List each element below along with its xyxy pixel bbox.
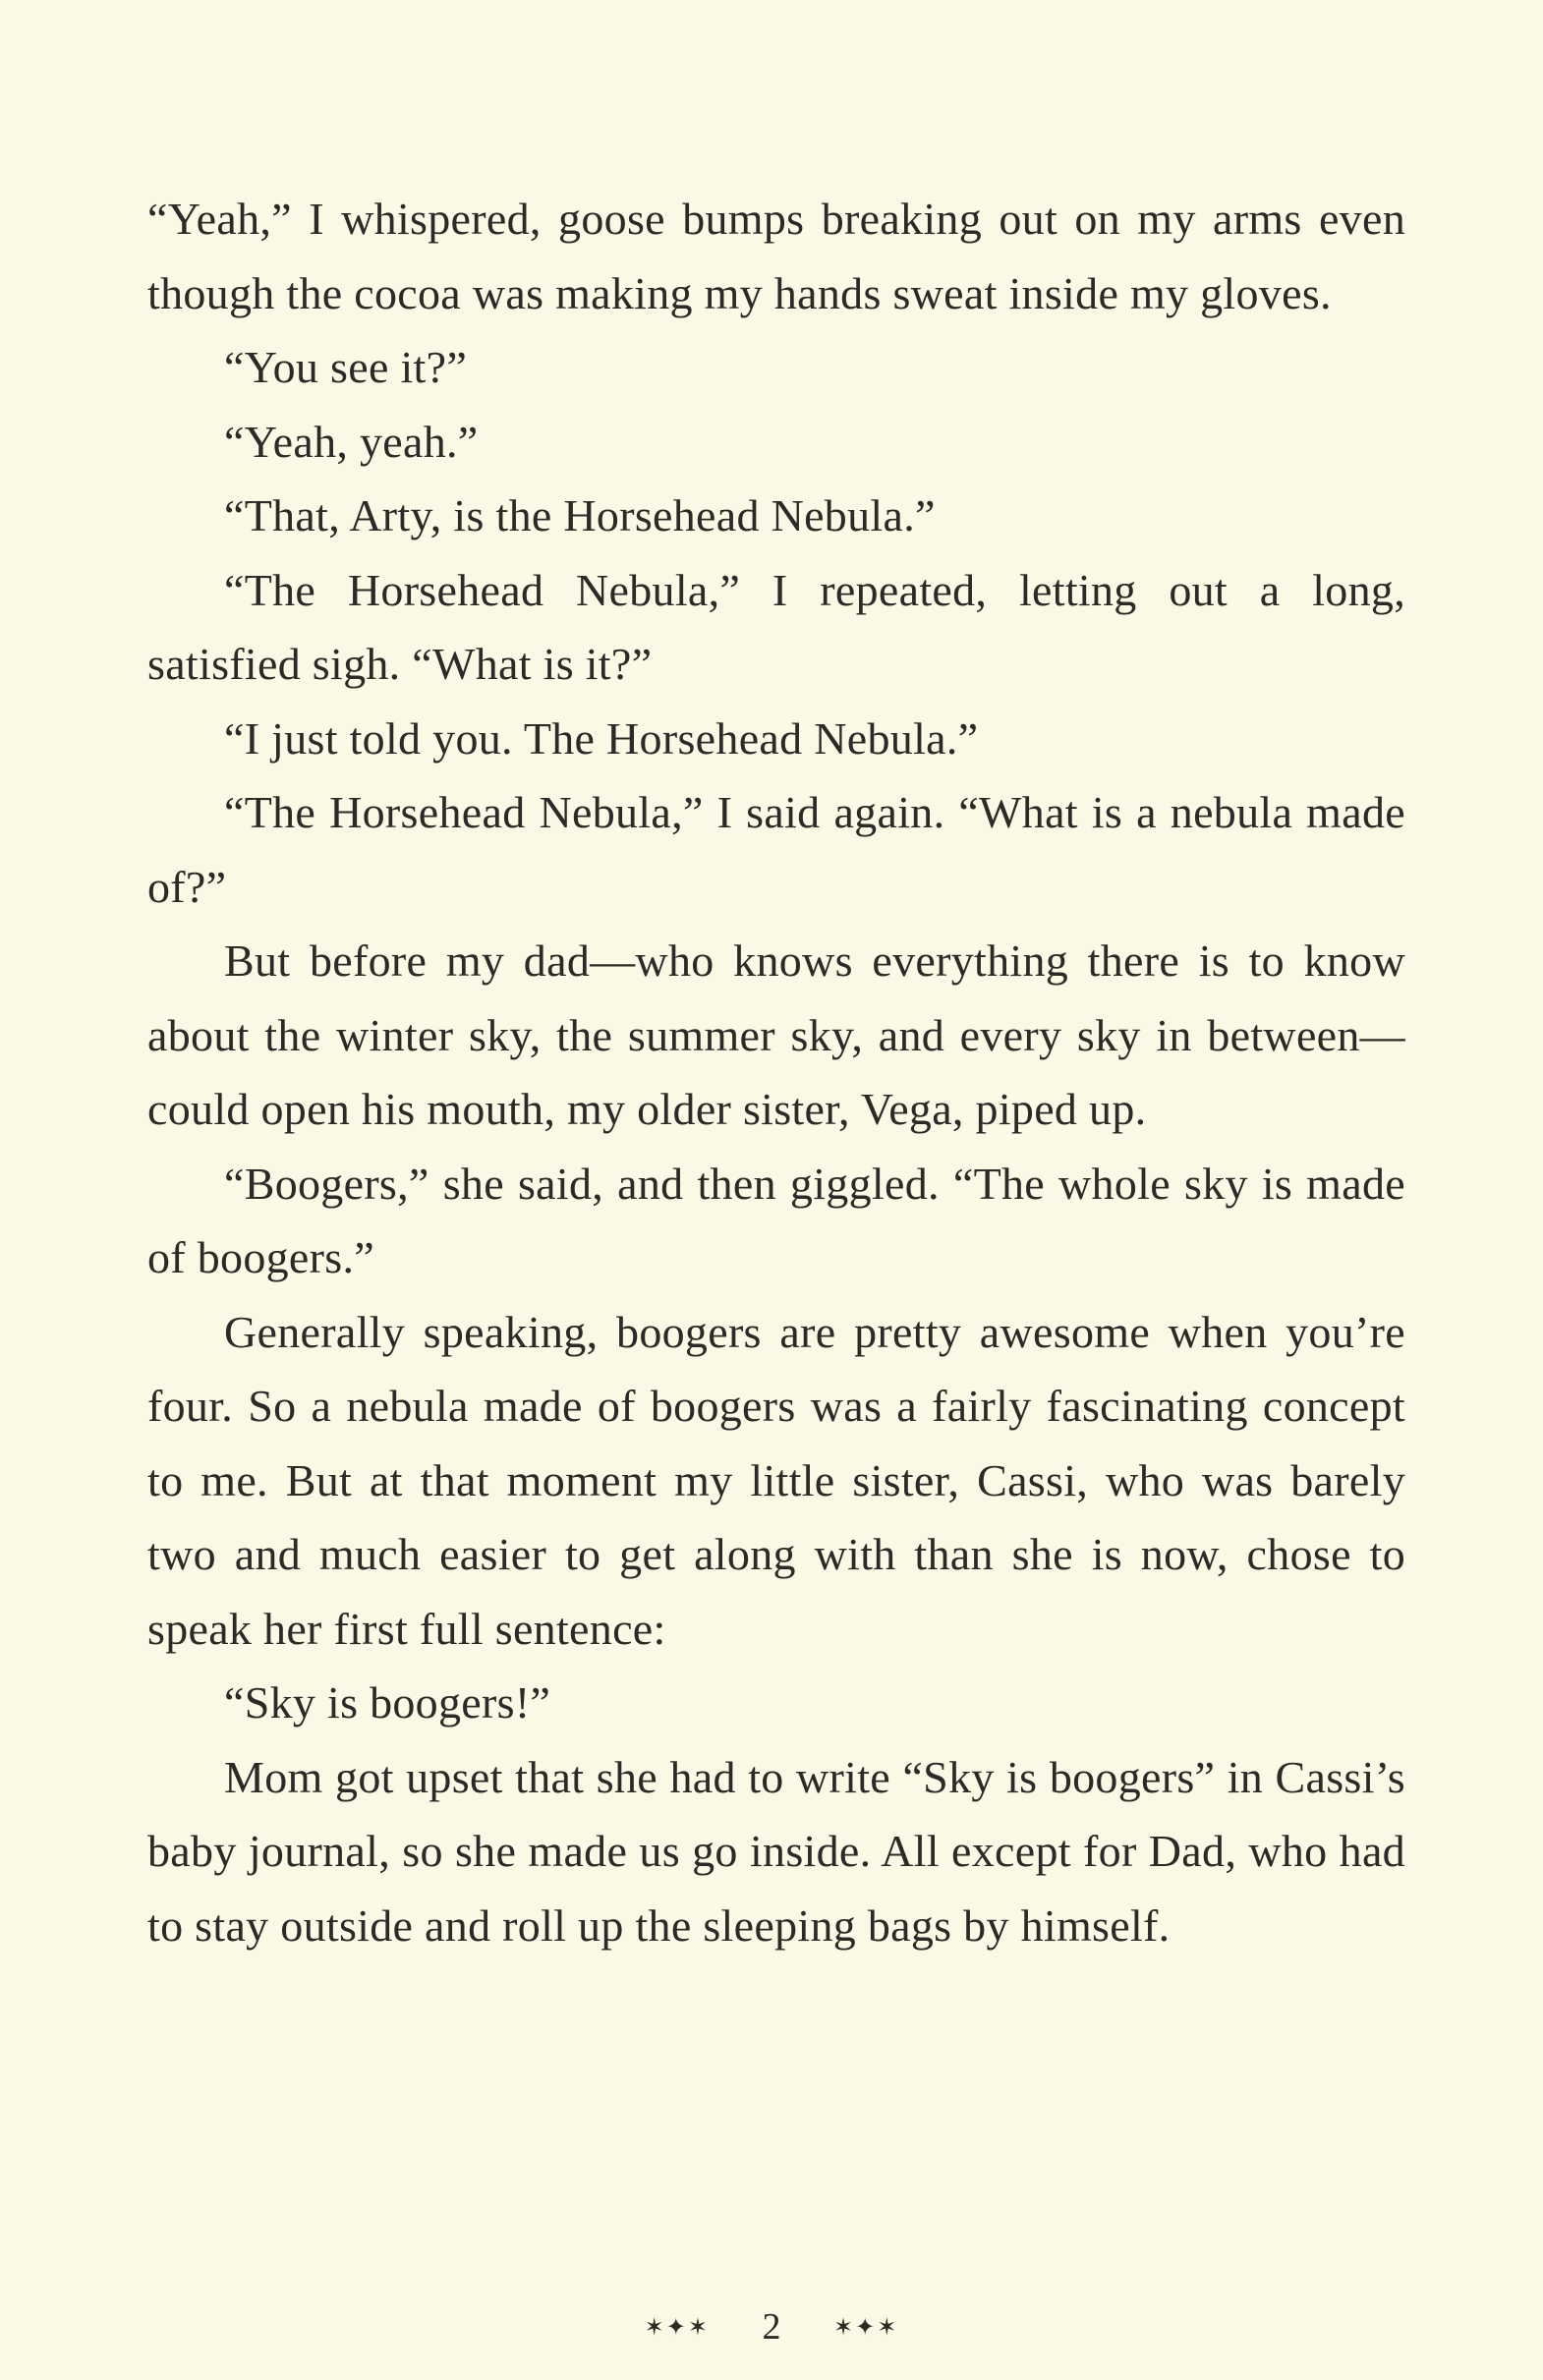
paragraph: Mom got upset that she had to write “Sky is boogers” in Cassi’s baby journal, so she made us go inside. All except for Dad, who had to stay outside and roll up the sleeping bags by himself. <box>147 1751 1405 1951</box>
paragraph: “That, Arty, is the Horsehead Nebula.” <box>224 490 936 540</box>
paragraph: “Sky is boogers!” <box>224 1677 551 1728</box>
paragraph: Generally speaking, boogers are pretty awesome when you’re four. So a nebula made of boogers was a fairly fascinating concept to me. But at that moment my little sister, Cassi, who was barely two and much easier to get along with than she is now, chose to speak her first full sentence: <box>147 1306 1405 1654</box>
paragraph: “The Horsehead Nebula,” I said again. “What is a nebula made of?” <box>147 787 1405 912</box>
paragraph: “Yeah,” I whispered, goose bumps breaking out on my arms even though the cocoa was making my hands sweat inside my gloves. <box>147 194 1405 318</box>
paragraph: “Yeah, yeah.” <box>224 416 479 467</box>
paragraph: “The Horsehead Nebula,” I repeated, letting out a long, satisfied sigh. “What is it?” <box>147 564 1405 689</box>
page-number: 2 <box>762 2306 781 2349</box>
body-text <box>147 182 1405 1962</box>
paragraph: “I just told you. The Horsehead Nebula.” <box>224 712 979 764</box>
star-ornament-icon: ✶✦✶ <box>644 2313 710 2342</box>
star-ornament-icon: ✶✦✶ <box>833 2313 899 2342</box>
paragraph: But before my dad—who knows everything there is to know about the winter sky, the summer sky, and every sky in between—could open his mouth, my older sister, Vega, piped up. <box>147 935 1405 1134</box>
paragraph: “You see it?” <box>224 342 468 392</box>
page-footer <box>0 2299 1543 2352</box>
paragraph: “Boogers,” she said, and then giggled. “The whole sky is made of boogers.” <box>147 1158 1405 1282</box>
